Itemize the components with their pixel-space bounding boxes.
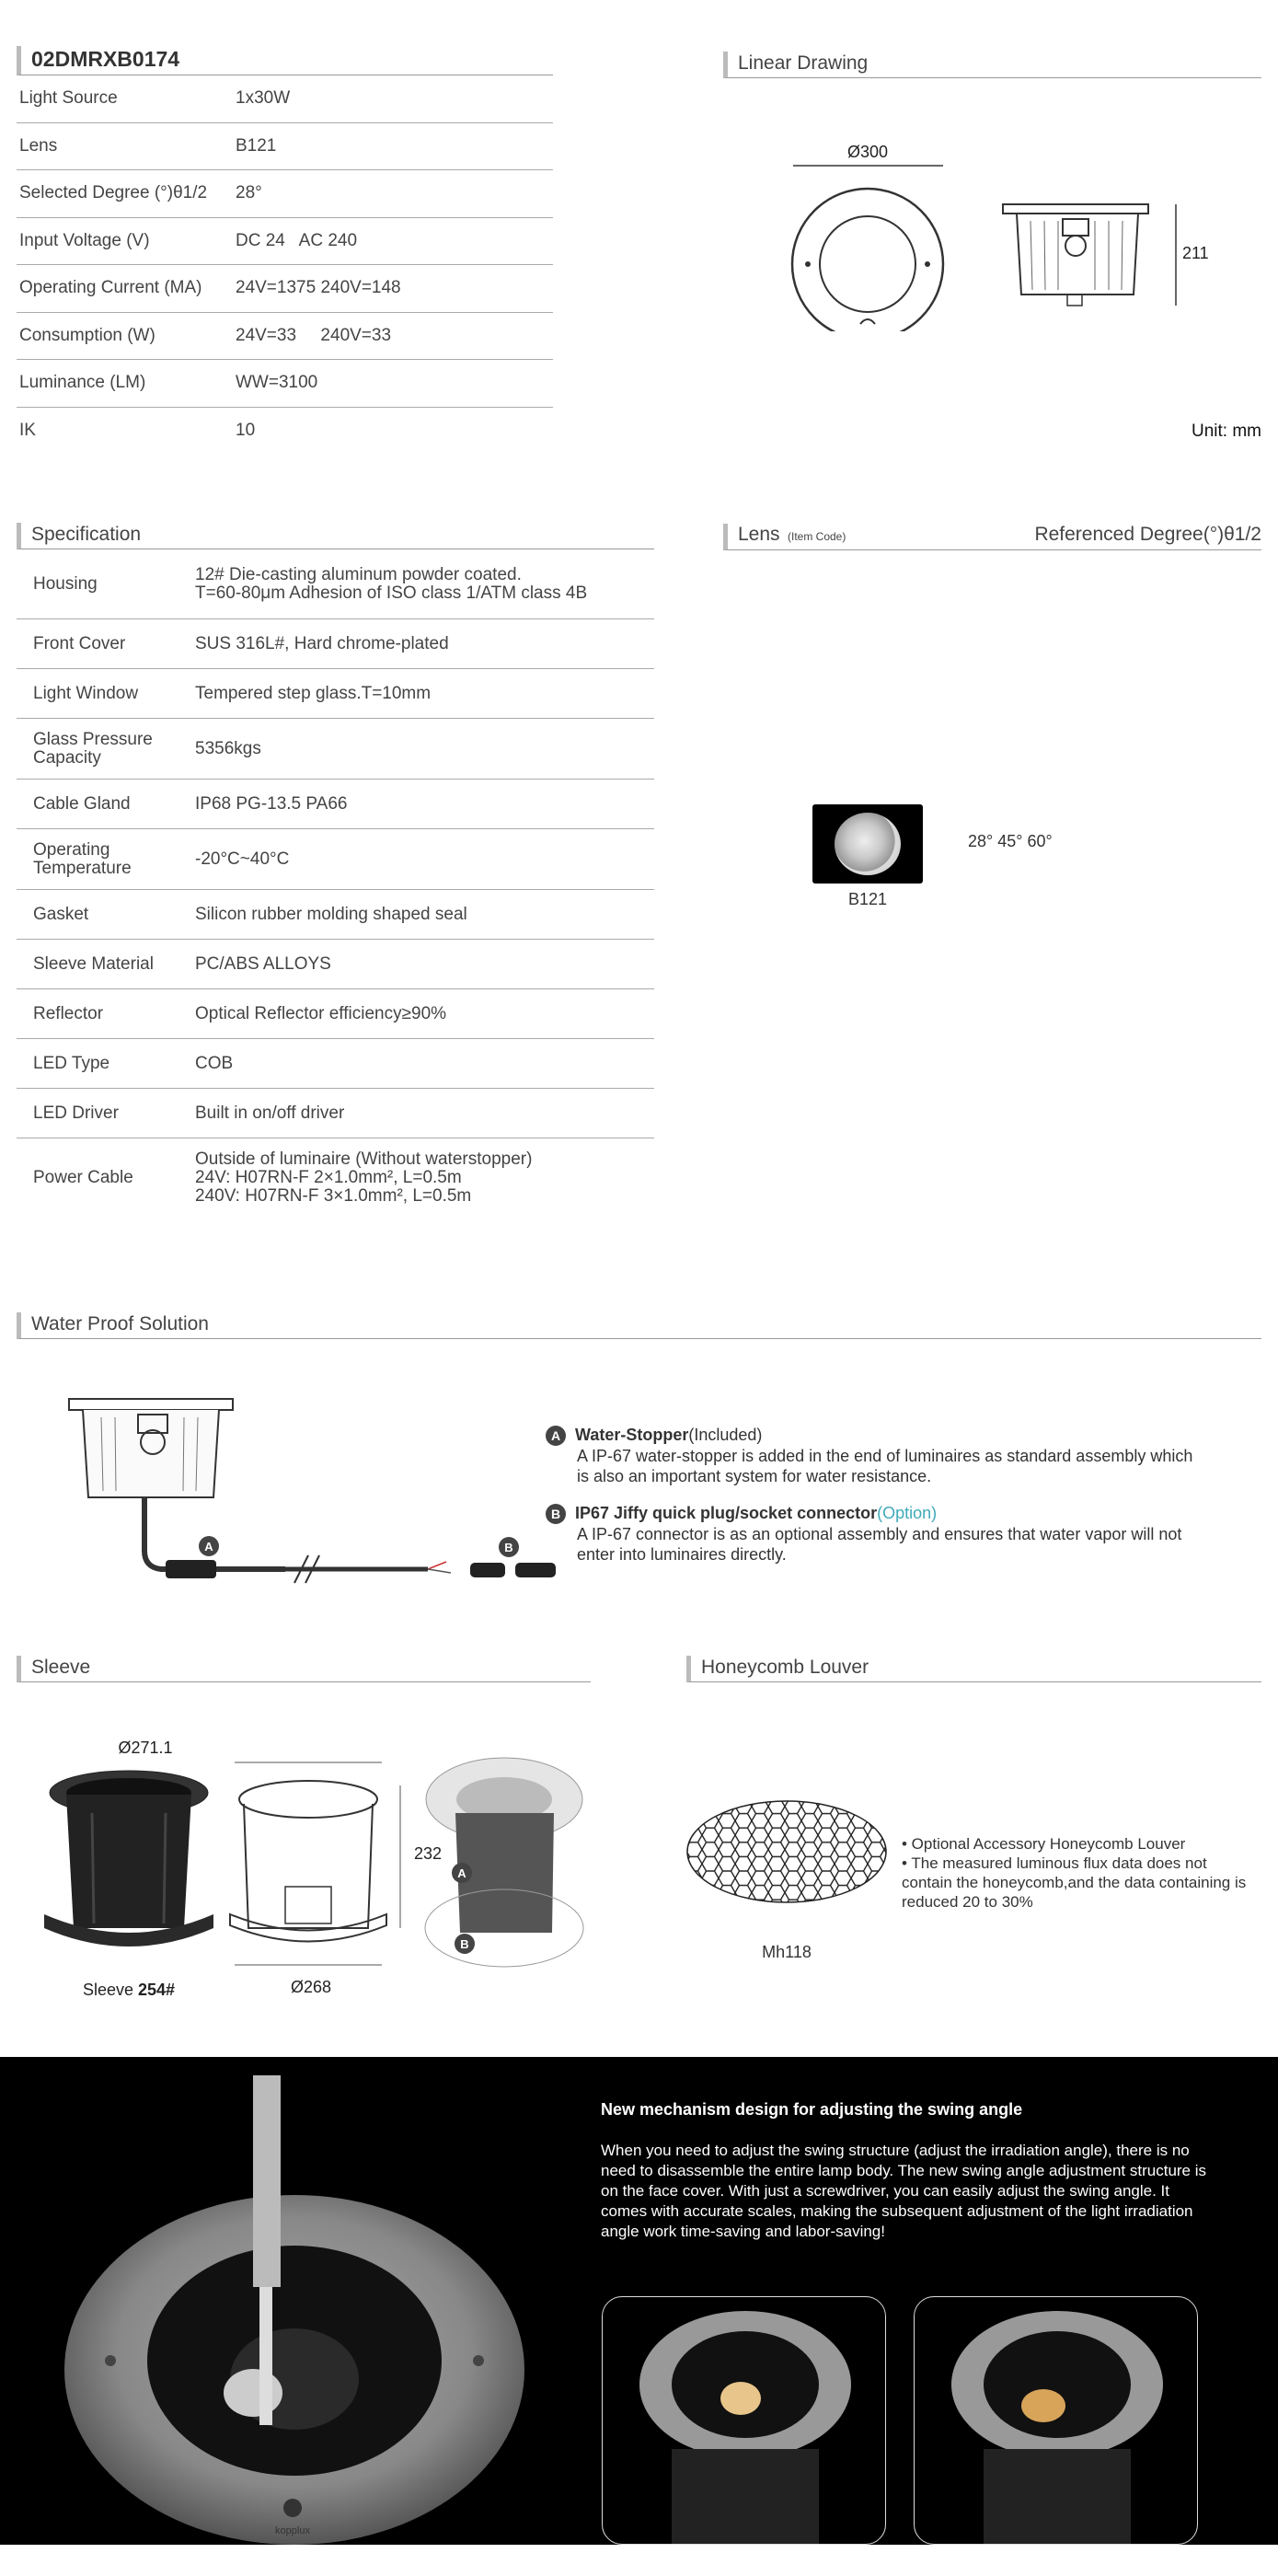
spec-row-value: SUS 316L#, Hard chrome-plated	[195, 633, 449, 653]
spec-row-value: Tempered step glass.T=10mm	[195, 683, 432, 703]
spec-row	[17, 1138, 654, 1217]
product-code: 02DMRXB0174	[17, 46, 553, 75]
spec-row-value: IP68 PG-13.5 PA66	[195, 793, 348, 814]
connector-note	[546, 1503, 1208, 1565]
svg-text:A: A	[204, 1540, 213, 1554]
spec-row-value: Silicon rubber molding shaped seal	[195, 904, 467, 924]
lens-header	[723, 524, 1261, 550]
water-stopper-title: Water-Stopper	[575, 1426, 689, 1444]
spec-row	[17, 940, 654, 989]
product-row	[17, 265, 553, 313]
lens-title: Lens	[738, 524, 780, 545]
product-row-key: Light Source	[19, 88, 118, 109]
waterproof-diagram	[64, 1394, 580, 1601]
spec-row-key: Front Cover	[33, 633, 126, 653]
svg-text:B: B	[504, 1541, 513, 1554]
dim-height: 211	[1182, 244, 1209, 262]
sleeve-assembly-photo	[425, 1758, 583, 1967]
spec-row-value: 5356kgs	[195, 738, 261, 758]
honeycomb-bullet-2: • The measured luminous flux data does not contain the honeycomb,and the data containing is reduced 20 to 30%	[902, 1854, 1247, 1911]
mechanism-photo-2	[914, 2296, 1198, 2545]
honeycomb-item: Mh118	[762, 1943, 812, 1961]
product-spec-block	[17, 46, 553, 455]
connector-tag: (Option)	[877, 1504, 938, 1522]
dim-diameter: Ø300	[846, 143, 889, 161]
top-view-outer	[792, 189, 943, 331]
specification-title: Specification	[17, 523, 654, 549]
svg-text:232: 232	[414, 1844, 443, 1863]
linear-drawing-svg	[782, 129, 1215, 331]
product-row-value: 28°	[236, 183, 262, 203]
spec-row-key: LED Type	[33, 1053, 110, 1073]
lens-title-note: (Item Code)	[788, 530, 846, 543]
product-row-key: Lens	[19, 135, 58, 156]
product-row-key: Selected Degree (°)θ1/2	[19, 183, 208, 203]
product-row-value: 10	[236, 421, 256, 441]
water-stopper-tag: (Included)	[688, 1426, 763, 1444]
linear-drawing-title: Linear Drawing	[723, 52, 1261, 78]
spec-row-key: Gasket	[33, 904, 89, 924]
product-row	[17, 360, 553, 408]
sleeve-photo	[44, 1771, 213, 1946]
spec-row-key: Cable Gland	[33, 793, 131, 814]
product-row-value: B121	[236, 135, 277, 156]
mechanism-text: When you need to adjust the swing structure (adjust the irradiation angle), there is no need to disassemble the entire lamp body. The new swing angle adjustment structure is on the face cover. With just a screwdriver, you can easily adjust the swing angle. It comes with accurate scales, making the subsequent adjustment of the light irradiation angle work time-saving and labor-saving!	[601, 2142, 1207, 2240]
spec-row-key: Housing	[33, 573, 98, 594]
spec-row-key: Power Cable	[33, 1167, 133, 1187]
honeycomb-notes	[902, 1834, 1261, 1912]
product-row	[17, 408, 553, 456]
sleeve-drawing	[230, 1781, 386, 1942]
svg-text:B: B	[460, 1937, 469, 1951]
product-row	[17, 170, 553, 218]
specification-table	[17, 549, 654, 1217]
waterproof-title: Water Proof Solution	[17, 1312, 1261, 1339]
svg-text:kopplux: kopplux	[275, 2525, 310, 2536]
side-view	[1003, 204, 1148, 306]
svg-text:A: A	[457, 1866, 466, 1880]
spec-row-key: Operating Temperature	[33, 839, 132, 878]
spec-row-key: Light Window	[33, 683, 139, 703]
spec-row-value: Optical Reflector efficiency≥90%	[195, 1003, 447, 1023]
spec-row	[17, 719, 654, 780]
lens-degrees: 28° 45° 60°	[968, 832, 1053, 850]
spec-row-value: COB	[195, 1053, 234, 1073]
spec-row	[17, 989, 654, 1039]
spec-row-value: Outside of luminaire (Without waterstopper) 24V: H07RN-F 2×1.0mm², L=0.5m 240V: H07RN-F 3×1.0mm², L=0.5m	[195, 1149, 533, 1206]
spec-row-key: Reflector	[33, 1003, 104, 1023]
spec-row	[17, 1089, 654, 1138]
referenced-degree-title: Referenced Degree(°)θ1/2	[1034, 524, 1261, 545]
mechanism-section	[0, 2057, 1278, 2545]
product-row	[17, 75, 553, 123]
spec-row	[17, 619, 654, 669]
lens-item-code: B121	[847, 890, 888, 908]
sleeve-diagram	[37, 1730, 598, 2006]
spec-row	[17, 549, 654, 619]
spec-row-key: LED Driver	[33, 1103, 119, 1123]
badge-b: B	[546, 1504, 566, 1524]
spec-row-value: -20°C~40°C	[195, 849, 290, 869]
sleeve-title: Sleeve	[17, 1656, 591, 1682]
mechanism-title: New mechanism design for adjusting the swing angle	[601, 2100, 1023, 2119]
product-row	[17, 218, 553, 266]
spec-row	[17, 780, 654, 829]
product-row-key: Consumption (W)	[19, 325, 155, 345]
badge-a: A	[546, 1426, 566, 1446]
spec-row-key: Sleeve Material	[33, 953, 154, 974]
water-stopper-note	[546, 1425, 1208, 1486]
product-row-value: DC 24 AC 240	[236, 230, 358, 250]
product-rows	[17, 75, 553, 455]
mechanism-photo-1	[602, 2296, 886, 2545]
mechanism-photo	[55, 2075, 534, 2545]
spec-row	[17, 1039, 654, 1089]
connector-text: A IP-67 connector is as an optional assembly and ensures that water vapor will not enter into luminaires directly.	[577, 1525, 1182, 1564]
product-row-key: Luminance (LM)	[19, 373, 146, 393]
lens-image	[812, 804, 923, 884]
svg-text:Ø271.1: Ø271.1	[118, 1739, 173, 1757]
water-stopper-text: A IP-67 water-stopper is added in the end of luminaires as standard assembly which is also an important system for water resistance.	[577, 1447, 1193, 1485]
spec-row-value: Built in on/off driver	[195, 1103, 345, 1123]
product-row-value: WW=3100	[236, 373, 318, 393]
spec-row-value: 12# Die-casting aluminum powder coated. T=60-80μm Adhesion of ISO class 1/ATM class 4B	[195, 564, 588, 603]
product-row-key: Input Voltage (V)	[19, 230, 150, 250]
unit-label: Unit: mm	[1192, 422, 1261, 441]
product-row-value: 24V=33 240V=33	[236, 325, 392, 345]
honeycomb-image	[685, 1799, 888, 1905]
spec-row	[17, 890, 654, 940]
product-row	[17, 123, 553, 171]
spec-row	[17, 829, 654, 890]
sleeve-caption: Sleeve 254#	[82, 1981, 176, 1999]
spec-row-key: Glass Pressure Capacity	[33, 729, 153, 768]
product-row-key: IK	[19, 421, 36, 441]
honeycomb-bullet-1: • Optional Accessory Honeycomb Louver	[902, 1835, 1186, 1853]
product-row	[17, 313, 553, 361]
spec-row-value: PC/ABS ALLOYS	[195, 953, 331, 974]
spec-row	[17, 669, 654, 719]
product-row-value: 1x30W	[236, 88, 291, 109]
svg-text:Ø268: Ø268	[290, 1978, 332, 1996]
product-row-value: 24V=1375 240V=148	[236, 278, 401, 298]
connector-title: IP67 Jiffy quick plug/socket connector	[575, 1504, 878, 1522]
product-row-key: Operating Current (MA)	[19, 278, 202, 298]
honeycomb-title: Honeycomb Louver	[686, 1656, 1261, 1682]
